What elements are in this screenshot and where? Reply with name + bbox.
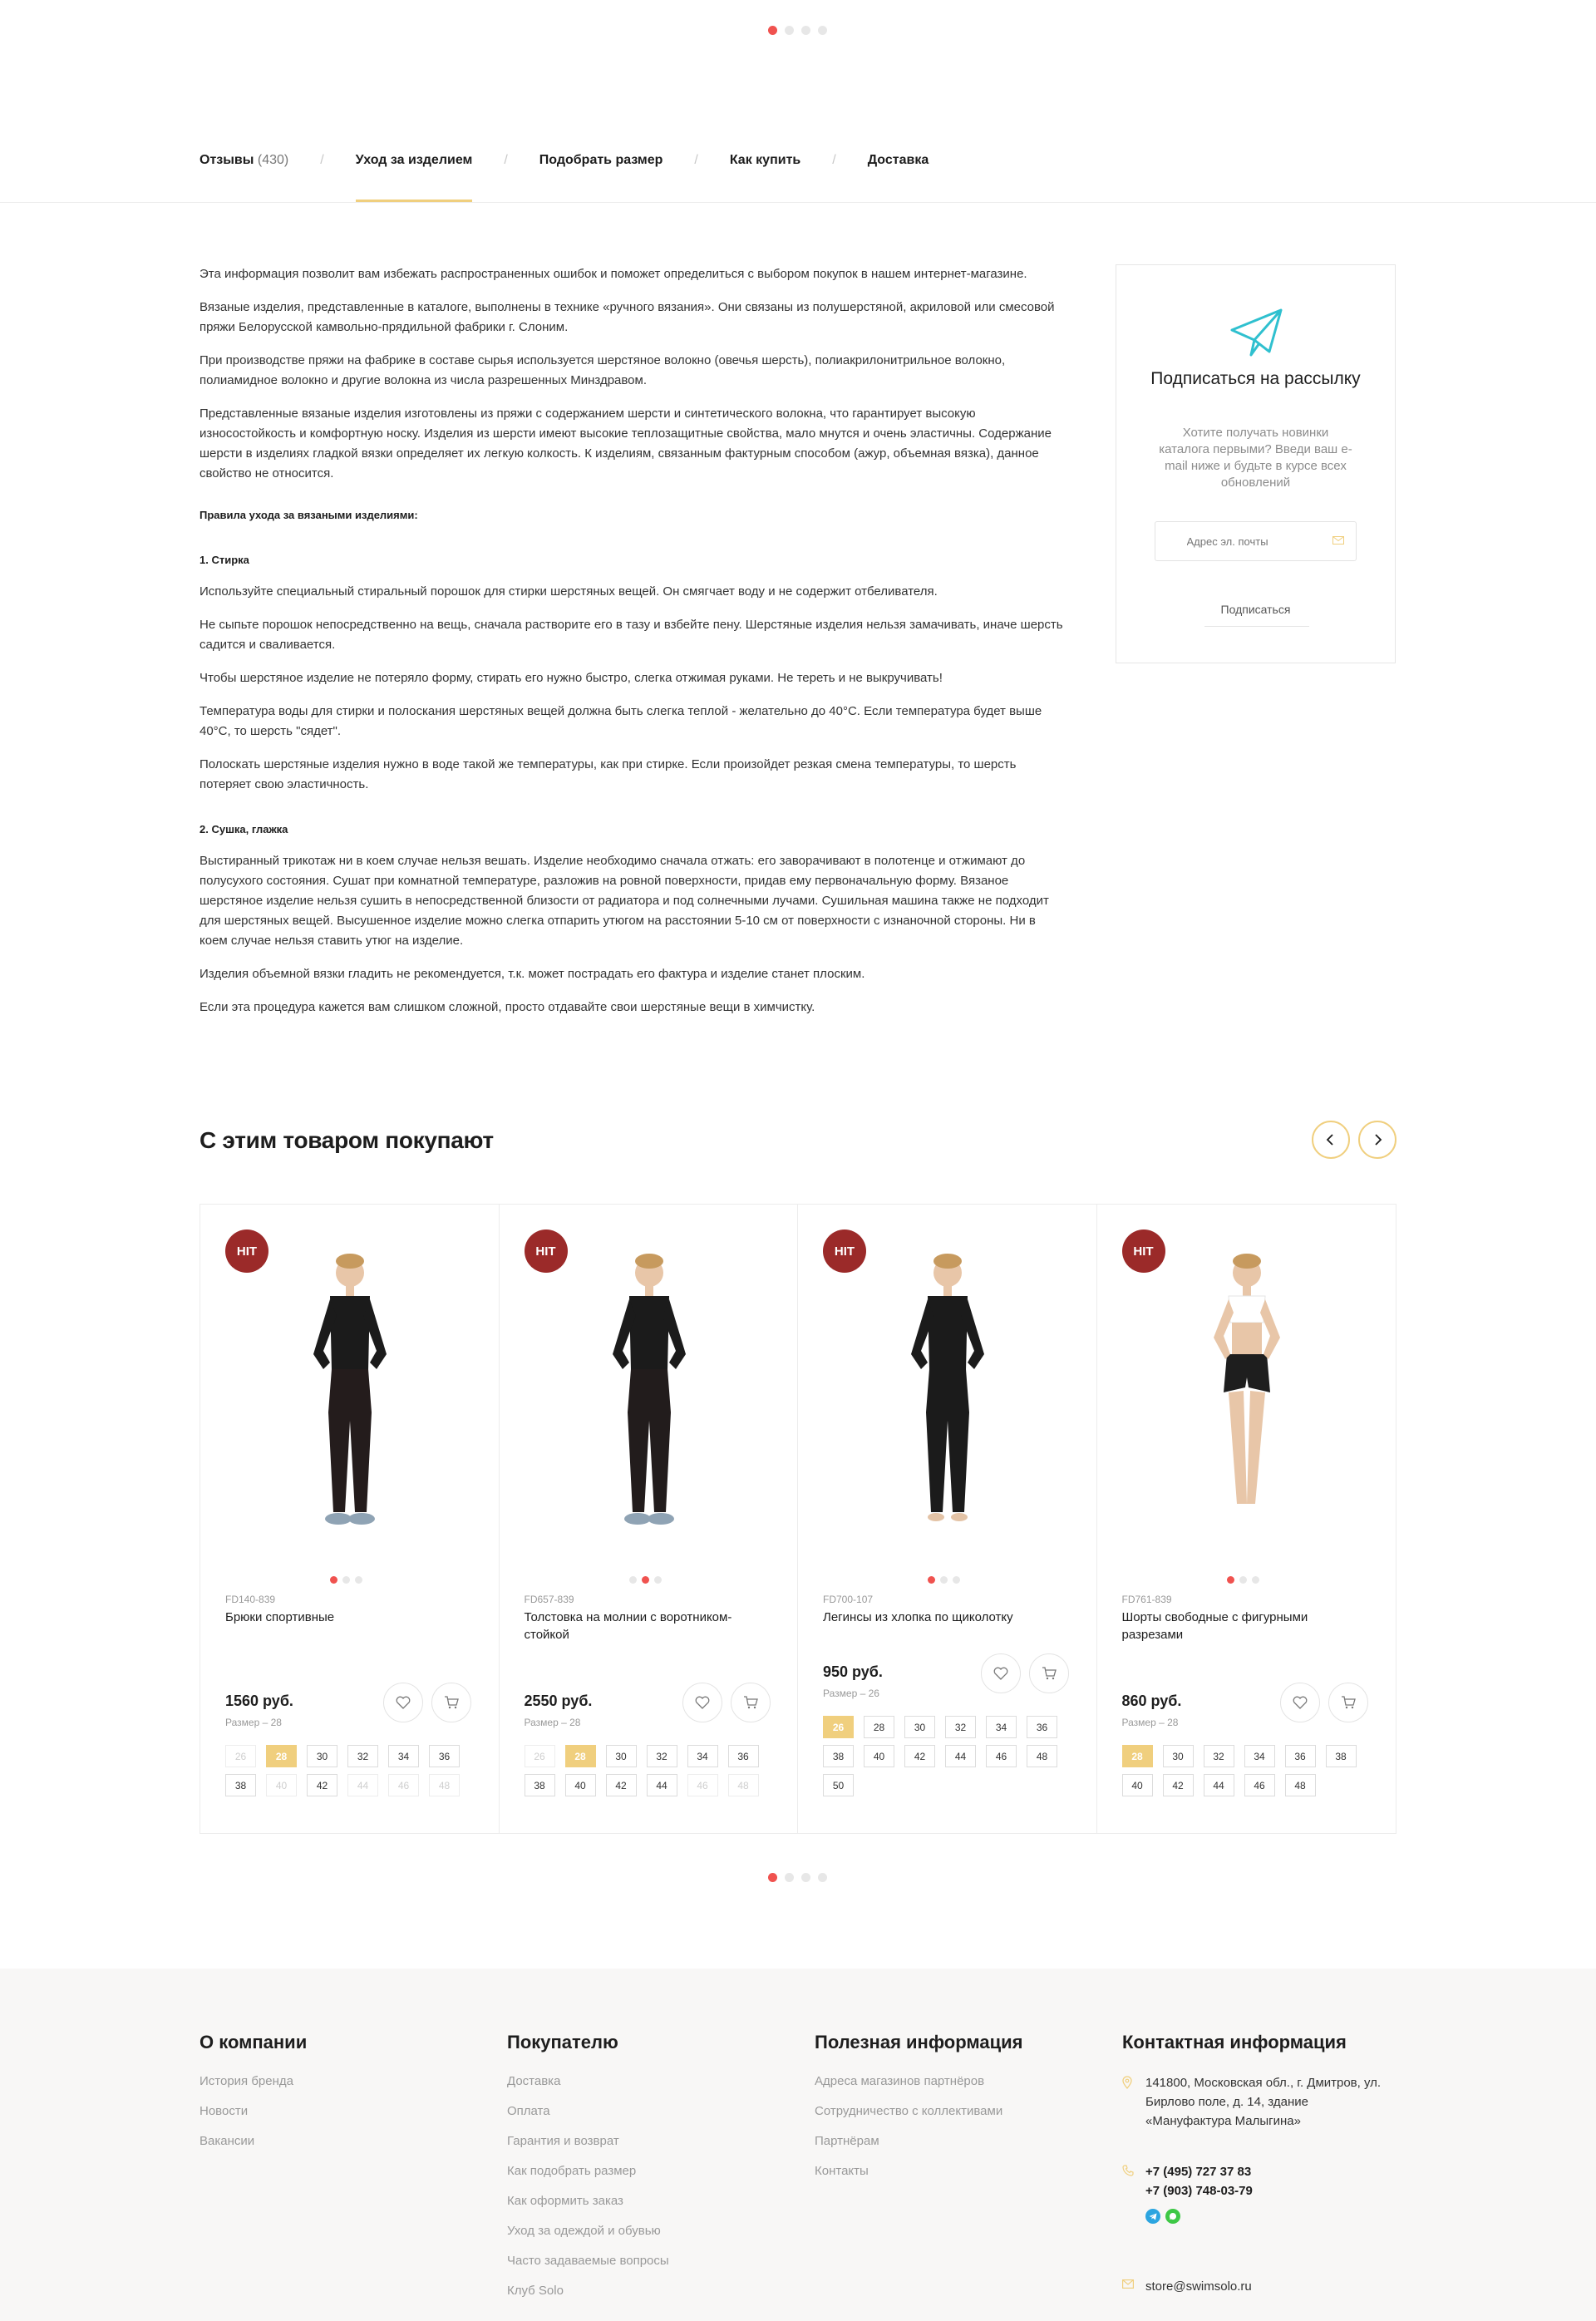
tab-separator: / — [832, 153, 836, 167]
image-dot[interactable] — [1252, 1576, 1259, 1584]
related-prev-button[interactable] — [1312, 1121, 1350, 1159]
footer-link[interactable]: Гарантия и возврат — [507, 2134, 619, 2148]
image-dot[interactable] — [330, 1576, 337, 1584]
size-option[interactable]: 26 — [823, 1716, 854, 1738]
article-paragraph: Полоскать шерстяные изделия нужно в воде такой же температуры, как при стирке. Если произойдет резкая смена температуры, то шерсть потеряет свою эластичность. — [200, 757, 1017, 791]
location-pin-icon — [1122, 2076, 1132, 2089]
size-option[interactable]: 32 — [1204, 1745, 1234, 1767]
footer-link[interactable]: Доставка — [507, 2074, 561, 2088]
image-dot[interactable] — [342, 1576, 350, 1584]
tab-care[interactable] — [356, 153, 473, 168]
size-option[interactable]: 48 — [1285, 1774, 1316, 1796]
size-prefix: Размер – — [225, 1717, 271, 1728]
contact-phone-2[interactable]: +7 (903) 748-03-79 — [1145, 2184, 1253, 2198]
contact-phone-1[interactable]: +7 (495) 727 37 83 — [1145, 2165, 1252, 2179]
size-option[interactable]: 50 — [823, 1774, 854, 1796]
email-input[interactable] — [1187, 522, 1345, 560]
size-option[interactable]: 48 — [429, 1774, 460, 1796]
image-dot[interactable] — [629, 1576, 637, 1584]
product-name[interactable]: Толстовка на молнии с воротником-стойкой — [524, 1610, 732, 1642]
footer-buyer — [507, 2032, 669, 2313]
hit-badge: HIT — [1122, 1229, 1165, 1273]
size-option[interactable]: 46 — [986, 1745, 1017, 1767]
size-option[interactable]: 44 — [1204, 1774, 1234, 1796]
footer-link[interactable]: Партнёрам — [815, 2134, 879, 2148]
size-option[interactable]: 40 — [266, 1774, 297, 1796]
size-option[interactable]: 40 — [864, 1745, 894, 1767]
size-prefix: Размер – — [823, 1688, 869, 1699]
product-price: 860 руб. — [1121, 1693, 1182, 1709]
article-paragraph: Изделия объемной вязки гладить не рекомендуется, т.к. может пострадать его фактура и изделие станет плоским. — [200, 967, 865, 981]
image-dot[interactable] — [953, 1576, 960, 1584]
size-options — [525, 1745, 782, 1796]
tabs-divider — [0, 202, 1596, 203]
footer-company — [200, 2032, 307, 2163]
size-option[interactable]: 48 — [1027, 1745, 1057, 1767]
footer-contact-title: Контактная информация — [1122, 2032, 1347, 2052]
size-option[interactable]: 42 — [307, 1774, 337, 1796]
related-next-button[interactable] — [1358, 1121, 1396, 1159]
contact-phones — [1122, 2162, 1396, 2224]
product-image[interactable] — [1122, 1229, 1372, 1944]
size-option[interactable]: 46 — [687, 1774, 718, 1796]
add-to-cart-button[interactable] — [731, 1683, 771, 1722]
tab-reviews-count: (430) — [257, 153, 289, 167]
size-options — [1122, 1745, 1380, 1796]
mail-icon — [1332, 536, 1344, 545]
selected-size-label — [225, 1717, 282, 1728]
size-option[interactable]: 48 — [728, 1774, 759, 1796]
phone-icon — [1122, 2165, 1134, 2176]
size-option[interactable]: 34 — [1244, 1745, 1275, 1767]
size-option[interactable]: 28 — [1122, 1745, 1153, 1767]
footer-info — [815, 2032, 1023, 2193]
favorite-button[interactable] — [682, 1683, 722, 1722]
tab-reviews[interactable] — [200, 153, 288, 168]
tab-delivery[interactable] — [868, 153, 929, 168]
footer-link[interactable]: Вакансии — [200, 2134, 255, 2148]
size-option[interactable]: 38 — [1326, 1745, 1357, 1767]
contact-email-text[interactable]: store@swimsolo.ru — [1145, 2279, 1252, 2294]
size-options — [225, 1745, 483, 1796]
subscribe-underline — [1204, 626, 1309, 627]
subscribe-email-field[interactable] — [1155, 521, 1357, 561]
selected-size-label — [1122, 1717, 1179, 1728]
size-option[interactable]: 26 — [525, 1745, 555, 1767]
contact-email — [1122, 2277, 1396, 2296]
cart-icon — [1341, 1696, 1356, 1709]
subscribe-button[interactable]: Подписаться — [1220, 603, 1291, 616]
size-option[interactable]: 28 — [864, 1716, 894, 1738]
image-dot[interactable] — [654, 1576, 662, 1584]
chevron-right-icon — [1372, 1134, 1382, 1146]
paper-plane-icon — [1229, 307, 1284, 357]
related-title: С этим товаром покупают — [200, 1127, 494, 1153]
size-option[interactable]: 42 — [904, 1745, 935, 1767]
image-dot[interactable] — [355, 1576, 362, 1584]
selected-size: 28 — [569, 1717, 581, 1728]
article-paragraph: Не сыпьте порошок непосредственно на вещь, сначала растворите его в тазу и взбейте пену. Шерстяные изделия нельзя замачивать, иначе шерсть садится и сваливается. — [200, 618, 1063, 652]
favorite-button[interactable] — [981, 1653, 1021, 1693]
size-option[interactable]: 38 — [225, 1774, 256, 1796]
article-paragraph: Представленные вязаные изделия изготовлены из пряжи с содержанием шерсти и синтетического волокна, что гарантирует высокую износостойкость и комфортную носку. Изделия из шерсти имеют высокие теплозащитные свойства, мало мнутся и очень эластичны. Содержание шерсти в изделиях гладкой вязки определяет их легкую колкость. К изделиям, связанным фактурным способом (ажур, объемная вязка), данное свойство не относится. — [200, 407, 1052, 480]
footer-buyer-title: Покупателю — [507, 2032, 618, 2052]
product-name[interactable]: Легинсы из хлопка по щиколотку — [823, 1610, 1013, 1624]
selected-size-label — [525, 1717, 581, 1728]
hit-badge: HIT — [823, 1229, 866, 1273]
size-option[interactable]: 30 — [307, 1745, 337, 1767]
image-dot[interactable] — [928, 1576, 935, 1584]
dry-heading: 2. Сушка, глажка — [200, 823, 288, 835]
product-tabs — [200, 153, 929, 168]
image-dots[interactable] — [629, 1576, 662, 1584]
favorite-button[interactable] — [1280, 1683, 1320, 1722]
product-sku: FD657-839 — [524, 1594, 574, 1605]
size-option[interactable]: 36 — [728, 1745, 759, 1767]
article-paragraph: При производстве пряжи на фабрике в составе сырья используется шерстяное волокно (овечья шерсть), полиакрилонитрильное волокно, полиамидное волокно и другие волокна из числа разрешенных Минздравом. — [200, 353, 1006, 387]
size-option[interactable]: 38 — [823, 1745, 854, 1767]
product-card[interactable] — [200, 1205, 500, 1833]
footer-link[interactable]: Адреса магазинов партнёров — [815, 2074, 985, 2088]
image-dots[interactable] — [330, 1576, 362, 1584]
footer-contact — [1122, 2032, 1396, 2296]
product-name[interactable]: Брюки спортивные — [225, 1610, 335, 1624]
subscribe-text: Хотите получать новинки каталога первыми? Введи ваш e-mail ниже и будьте в курсе всех обновлений — [1159, 426, 1352, 490]
selected-size: 28 — [270, 1717, 282, 1728]
size-option[interactable]: 40 — [1122, 1774, 1153, 1796]
size-option[interactable]: 30 — [904, 1716, 935, 1738]
size-options — [823, 1716, 1081, 1796]
footer — [0, 1969, 1596, 2321]
footer-link[interactable]: Контакты — [815, 2164, 869, 2178]
tab-separator: / — [320, 153, 324, 167]
size-option[interactable]: 30 — [606, 1745, 637, 1767]
size-option[interactable]: 36 — [1027, 1716, 1057, 1738]
article-paragraph: Чтобы шерстяное изделие не потеряло форму, стирать его нужно быстро, слегка отжимая руками. Не тереть и не выкручивать! — [200, 671, 943, 685]
tab-how-to-buy[interactable] — [730, 153, 800, 168]
article-paragraph: Температура воды для стирки и полоскания шерстяных вещей должна быть слегка теплой - желательно до 40°С. Если температура будет выше 40°С, то шерсть "сядет". — [200, 704, 1042, 738]
care-article — [200, 264, 1064, 1031]
tab-size[interactable] — [539, 153, 663, 168]
add-to-cart-button[interactable] — [1328, 1683, 1368, 1722]
product-card[interactable] — [500, 1205, 799, 1833]
product-card[interactable] — [798, 1205, 1097, 1833]
image-dot[interactable] — [642, 1576, 649, 1584]
slider-dot[interactable] — [785, 26, 794, 35]
size-option[interactable]: 34 — [388, 1745, 419, 1767]
size-option[interactable]: 26 — [225, 1745, 256, 1767]
image-dot[interactable] — [940, 1576, 948, 1584]
slider-dot[interactable] — [785, 1873, 794, 1882]
messenger-links — [1145, 2209, 1396, 2224]
size-option[interactable]: 36 — [1285, 1745, 1316, 1767]
selected-size-label — [823, 1688, 879, 1699]
footer-link[interactable]: Оплата — [507, 2104, 550, 2118]
article-paragraph: Используйте специальный стиральный порошок для стирки шерстяных вещей. Он смягчает воду и не содержит отбеливателя. — [200, 584, 938, 599]
size-option[interactable]: 28 — [266, 1745, 297, 1767]
related-slider-dots[interactable] — [768, 1873, 827, 1882]
image-dots[interactable] — [1227, 1576, 1259, 1584]
tab-how-to-buy-label: Как купить — [729, 153, 801, 167]
cart-icon — [444, 1696, 459, 1709]
chevron-left-icon — [1326, 1134, 1336, 1146]
heart-icon — [993, 1667, 1008, 1680]
heart-icon — [695, 1696, 710, 1709]
footer-link[interactable]: История бренда — [200, 2074, 293, 2088]
slider-dot[interactable] — [818, 1873, 827, 1882]
article-paragraph: Вязаные изделия, представленные в каталоге, выполнены в технике «ручного вязания». Они связаны из полушерстяной, акриловой или смесовой пряжи Белорусской камвольно-прядильной фабрики г. Слоним. — [200, 300, 1055, 334]
slider-dot[interactable] — [818, 26, 827, 35]
product-sku: FD761-839 — [1121, 1594, 1172, 1605]
rules-heading: Правила ухода за вязаными изделиями: — [200, 509, 418, 521]
size-option[interactable]: 32 — [347, 1745, 378, 1767]
image-dots[interactable] — [928, 1576, 960, 1584]
article-paragraph: Выстиранный трикотаж ни в коем случае нельзя вешать. Изделие необходимо сначала отжать: его заворачивают в полотенце и отжимают до полусухого состояния. Сушат при комнатной температуре, разложив на ровной поверхности, придав ему первоначальную форму. Вязаное шерстяное изделие нельзя сушить в непосредственной близости от радиатора и под солнечными лучами. Сушильная машина также не подходит для шерстяных вещей. Высушенное изделие можно слегка отпарить утюгом на расстоянии 5-10 см от поверхности с изнаночной стороны. Ни в коем случае нельзя ставить утюг на изделие. — [200, 854, 1049, 948]
slider-dot[interactable] — [801, 1873, 810, 1882]
contact-address — [1122, 2073, 1396, 2131]
add-to-cart-button[interactable] — [1029, 1653, 1069, 1693]
size-option[interactable]: 36 — [429, 1745, 460, 1767]
tab-size-label: Подобрать размер — [539, 153, 663, 167]
size-option[interactable]: 46 — [388, 1774, 419, 1796]
contact-address-text: 141800, Московская обл., г. Дмитров, ул. Бирлово поле, д. 14, здание «Мануфактура Малыгина» — [1145, 2076, 1382, 2128]
footer-link[interactable]: Сотрудничество с коллективами — [815, 2104, 1003, 2118]
image-dot[interactable] — [1239, 1576, 1247, 1584]
related-products — [200, 1204, 1396, 1834]
footer-link[interactable]: Часто задаваемые вопросы — [507, 2254, 669, 2268]
tab-separator: / — [504, 153, 508, 167]
footer-link[interactable]: Клуб Solo — [507, 2284, 564, 2298]
product-image[interactable] — [225, 1229, 475, 1944]
article-paragraph: Эта информация позволит вам избежать распространенных ошибок и поможет определиться с выбором покупок в нашем интернет-магазине. — [200, 267, 1027, 281]
favorite-button[interactable] — [383, 1683, 423, 1722]
size-option[interactable]: 42 — [606, 1774, 637, 1796]
footer-link[interactable]: Как оформить заказ — [507, 2194, 623, 2208]
product-price: 950 руб. — [823, 1663, 883, 1680]
product-image[interactable] — [525, 1229, 774, 1944]
telegram-icon[interactable] — [1145, 2209, 1160, 2224]
size-option[interactable]: 38 — [525, 1774, 555, 1796]
subscribe-title: Подписаться на рассылку — [1150, 369, 1361, 388]
product-image[interactable] — [823, 1229, 1072, 1944]
tab-care-label: Уход за изделием — [355, 153, 473, 167]
size-option[interactable]: 42 — [1163, 1774, 1194, 1796]
footer-info-title: Полезная информация — [815, 2032, 1023, 2052]
size-prefix: Размер – — [1121, 1717, 1168, 1728]
size-option[interactable]: 44 — [945, 1745, 976, 1767]
article-paragraph: Если эта процедура кажется вам слишком сложной, просто отдавайте свои шерстяные вещи в химчистку. — [200, 1000, 815, 1014]
tab-reviews-label: Отзывы — [200, 153, 254, 167]
size-option[interactable]: 28 — [565, 1745, 596, 1767]
tab-delivery-label: Доставка — [867, 153, 929, 167]
product-name[interactable]: Шорты свободные с фигурными разрезами — [1121, 1610, 1308, 1642]
mail-icon — [1122, 2279, 1134, 2289]
product-sku: FD140-839 — [225, 1594, 276, 1605]
hit-badge: HIT — [525, 1229, 568, 1273]
cart-icon — [1042, 1667, 1057, 1680]
cart-icon — [743, 1696, 758, 1709]
size-option[interactable]: 44 — [347, 1774, 378, 1796]
footer-link[interactable]: Новости — [200, 2104, 249, 2118]
image-dot[interactable] — [1227, 1576, 1234, 1584]
add-to-cart-button[interactable] — [431, 1683, 471, 1722]
size-option[interactable]: 40 — [565, 1774, 596, 1796]
size-option[interactable]: 32 — [945, 1716, 976, 1738]
product-price: 2550 руб. — [524, 1693, 593, 1709]
slider-dot[interactable] — [768, 1873, 777, 1882]
size-option[interactable]: 46 — [1244, 1774, 1275, 1796]
top-slider-dots[interactable] — [768, 26, 827, 35]
selected-size: 26 — [868, 1688, 879, 1699]
size-option[interactable]: 30 — [1163, 1745, 1194, 1767]
footer-company-title: О компании — [200, 2032, 308, 2052]
slider-dot[interactable] — [801, 26, 810, 35]
subscribe-box — [1116, 264, 1396, 663]
whatsapp-icon[interactable] — [1165, 2209, 1180, 2224]
product-card[interactable] — [1097, 1205, 1396, 1833]
heart-icon — [1293, 1696, 1308, 1709]
footer-link[interactable]: Как подобрать размер — [507, 2164, 637, 2178]
tab-separator: / — [694, 153, 698, 167]
heart-icon — [396, 1696, 411, 1709]
wash-heading: 1. Стирка — [200, 554, 249, 566]
footer-link[interactable]: Уход за одеждой и обувью — [507, 2224, 661, 2238]
size-option[interactable]: 34 — [687, 1745, 718, 1767]
slider-dot[interactable] — [768, 26, 777, 35]
hit-badge: HIT — [225, 1229, 268, 1273]
size-option[interactable]: 34 — [986, 1716, 1017, 1738]
product-sku: FD700-107 — [823, 1594, 874, 1605]
size-option[interactable]: 44 — [647, 1774, 677, 1796]
product-price: 1560 руб. — [225, 1693, 293, 1709]
size-option[interactable]: 32 — [647, 1745, 677, 1767]
selected-size: 28 — [1167, 1717, 1179, 1728]
size-prefix: Размер – — [524, 1717, 570, 1728]
